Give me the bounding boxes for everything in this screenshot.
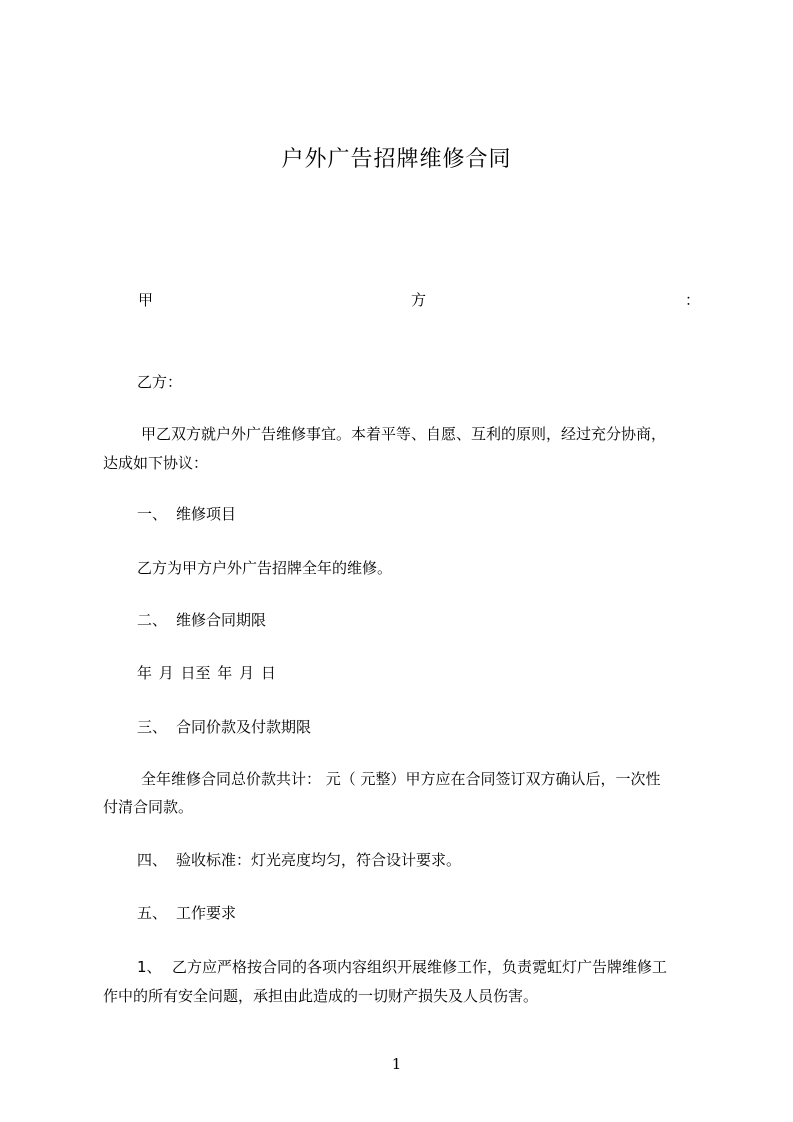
party-a-label-2: 方 — [411, 291, 427, 309]
section-2-body: 年 月 日至 年 月 日 — [137, 664, 276, 682]
section-5-heading: 工作要求 — [176, 904, 237, 922]
section-2-number: 二、 — [137, 611, 168, 629]
party-a-label: 甲 — [138, 291, 154, 309]
intro-paragraph-line-2: 达成如下协议： — [103, 454, 209, 472]
section-3-body-line-2: 付清合同款。 — [103, 798, 194, 816]
party-a-colon: ： — [685, 291, 701, 309]
section-5-number: 五、 — [137, 904, 168, 922]
section-2-heading: 维修合同期限 — [176, 611, 267, 629]
page-number: 1 — [391, 1055, 402, 1073]
section-3-heading: 合同价款及付款期限 — [176, 718, 312, 736]
section-3-number: 三、 — [137, 718, 168, 736]
intro-paragraph-line-1: 甲乙双方就户外广告维修事宜。本着平等、自愿、互利的原则，经过充分协商， — [141, 425, 667, 443]
section-1-number: 一、 — [137, 505, 168, 523]
section-5-item-1-line-2: 作中的所有安全问题，承担由此造成的一切财产损失及人员伤害。 — [103, 987, 539, 1005]
section-1-body: 乙方为甲方户外广告招牌全年的维修。 — [137, 559, 393, 577]
section-1-heading: 维修项目 — [176, 505, 237, 523]
section-4-number: 四、 — [137, 851, 168, 869]
section-5-item-1-number: 1、 — [137, 958, 162, 976]
section-4-heading: 验收标准：灯光亮度均匀，符合设计要求。 — [176, 851, 462, 869]
section-5-item-1-line-1: 乙方应严格按合同的各项内容组织开展维修工作，负责霓虹灯广告牌维修工 — [172, 958, 668, 976]
section-3-body-line-1: 全年维修合同总价款共计： 元（ 元整）甲方应在合同签订双方确认后，一次性 — [141, 770, 661, 788]
document-title: 户外广告招牌维修合同 — [281, 147, 512, 172]
party-b-label: 乙方： — [137, 373, 183, 391]
